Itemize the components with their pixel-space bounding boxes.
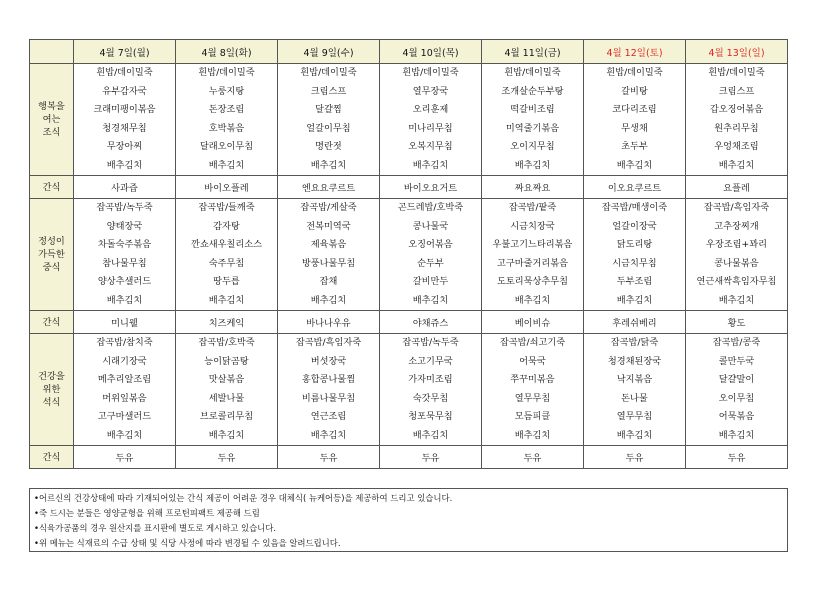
menu-item: 양태장국 [106,220,143,232]
menu-item: 열무무침 [616,411,653,422]
snack-cell: 바나나우유 [278,311,380,334]
menu-item: 배추김치 [514,294,551,306]
menu-item: 숙갓무침 [412,392,449,404]
snack-cell: 베이비슈 [482,311,584,334]
menu-item: 얼갈이무침 [306,122,351,134]
menu-item: 흰밥/데이밀죽 [708,67,765,78]
snack-cell: 두유 [482,446,584,469]
meal-label-line: 정성이 [38,236,65,247]
menu-item: 깐쇼새우칠리소스 [190,239,262,250]
day-menu-cell [686,334,788,446]
menu-item: 머위잎볶음 [102,392,147,404]
day-menu-cell [380,199,482,311]
menu-item: 갑오징어볶음 [709,104,764,115]
snack-cell: 이오요쿠르트 [584,176,686,199]
menu-body [30,64,788,469]
menu-item: 배추김치 [718,294,755,306]
menu-item: 시금치장국 [510,220,555,232]
menu-item: 콜만두국 [718,355,755,367]
menu-item: 잡곡밥/들깨죽 [198,202,255,213]
menu-item: 누룽지탕 [208,85,245,97]
menu-item: 콩나물국 [412,220,449,232]
menu-item: 무장아찌 [106,141,143,152]
menu-item: 세발나물 [208,392,245,404]
day-menu-cell [482,199,584,311]
day-menu-cell [584,334,686,446]
menu-item: 어묵볶음 [718,411,755,422]
snack-cell: 요플레 [686,176,788,199]
menu-item: 배추김치 [514,159,551,171]
menu-item: 오징어볶음 [408,239,453,250]
menu-item: 배추김치 [310,294,347,306]
snack-row [30,311,788,334]
meal-label [30,334,74,446]
menu-item: 흰밥/데이밀죽 [402,67,459,78]
menu-item: 참나물무침 [102,257,147,269]
day-menu-cell [278,64,380,176]
menu-item: 달걀말이 [718,374,755,385]
menu-item: 크래미팽이볶음 [93,104,156,115]
day-header: 4월 9일(수) [278,40,380,64]
note-line: •어르신의 건강상태에 따라 기재되어있는 간식 제공이 어려운 경우 대체식( 뉴케어등)을 제공하여 드리고 있습니다. [34,493,453,503]
meal-label-line: 여는 [42,114,61,125]
menu-item: 홍합콩나물찜 [301,374,356,385]
menu-item: 버섯장국 [310,355,347,367]
menu-item: 고추장찌개 [714,220,759,232]
menu-item: 가자미조림 [408,374,453,385]
note-line: •죽 드시는 분들은 영양균형을 위해 프로틴피팩트 제공해 드림 [34,508,260,518]
menu-item: 배추김치 [616,159,653,171]
meal-label-line: 중식 [42,262,61,273]
day-header: 4월 11일(금) [482,40,584,64]
snack-cell: 두유 [278,446,380,469]
menu-item: 돈나물 [621,392,648,404]
day-header: 4월 8일(화) [176,40,278,64]
meal-label-line: 행복을 [38,101,65,112]
snack-label: 간식 [30,311,74,334]
menu-item: 크림스프 [310,85,347,97]
snack-cell: 미니웰 [74,311,176,334]
day-menu-cell [278,199,380,311]
snack-cell: 두유 [176,446,278,469]
menu-item: 잡곡밥/참치죽 [96,337,153,348]
header-row [30,40,788,64]
snack-row [30,176,788,199]
menu-item: 고구마샐러드 [97,411,152,422]
day-menu-cell [278,334,380,446]
menu-item: 배추김치 [718,429,755,441]
menu-item: 흰밥/데이밀죽 [606,67,663,78]
day-menu-cell [686,64,788,176]
menu-item: 달걀찜 [315,104,342,115]
day-header: 4월 12일(토) [584,40,686,64]
notes-box [29,488,788,552]
menu-item: 코다리조림 [612,104,657,115]
menu-item: 떡갈비조림 [510,104,555,115]
snack-cell: 치즈케익 [176,311,278,334]
menu-item: 잡곡밥/팥죽 [508,202,557,213]
menu-item: 오이지무침 [510,141,555,152]
menu-item: 청포묵무침 [408,411,453,422]
menu-item: 도토리묵상추무침 [496,276,568,287]
menu-item: 소고기무국 [408,355,453,367]
menu-item: 열무장국 [412,85,449,97]
menu-item: 배추김치 [616,429,653,441]
menu-item: 청경채된장국 [607,355,662,367]
menu-item: 잡곡밥/매생이죽 [601,202,668,213]
menu-item: 잡곡밥/게살죽 [300,202,357,213]
menu-item: 고구마줄거리볶음 [496,257,568,269]
menu-item: 얼갈이장국 [612,220,657,232]
menu-item: 호박볶음 [208,122,245,134]
menu-item: 낙지볶음 [616,374,653,385]
note-line: •위 메뉴는 식재료의 수급 상태 및 식당 사정에 따라 변경될 수 있음을 알려드립니다. [34,538,341,548]
menu-item: 잡곡밥/닭죽 [610,337,659,348]
meal-label-line: 가득한 [38,249,65,260]
menu-item: 유부감자국 [102,85,147,97]
menu-item: 배추김치 [718,159,755,171]
menu-item: 크림스프 [718,85,755,97]
menu-item: 잡곡밥/녹두죽 [96,202,153,213]
menu-item: 감자탕 [213,220,240,232]
day-menu-cell [584,64,686,176]
snack-cell: 황도 [686,311,788,334]
day-menu-cell [176,334,278,446]
menu-item: 우엉채조림 [714,141,759,152]
day-header: 4월 13일(일) [686,40,788,64]
menu-item: 잡곡밥/호박죽 [198,337,255,348]
menu-item: 배추김치 [412,159,449,171]
snack-cell: 바이오요거트 [380,176,482,199]
menu-item: 숙주무침 [208,257,245,269]
menu-item: 땅두릅 [213,276,240,287]
meal-label-line: 건강을 [38,371,65,382]
day-header: 4월 10일(목) [380,40,482,64]
day-menu-cell [380,64,482,176]
menu-item: 연근조림 [310,411,347,422]
menu-item: 순두부 [417,257,444,269]
menu-item: 시금치무침 [612,257,657,269]
menu-item: 흰밥/데이밀죽 [198,67,255,78]
day-menu-cell [482,64,584,176]
menu-item: 배추김치 [208,429,245,441]
menu-item: 배추김치 [310,159,347,171]
menu-item: 전복미역국 [306,220,351,232]
menu-item: 배추김치 [616,294,653,306]
corner-cell [30,40,74,64]
menu-item: 무생채 [621,122,648,134]
menu-item: 배추김치 [310,429,347,441]
menu-item: 콩나물볶음 [714,257,759,269]
meal-label-line: 석식 [42,397,61,408]
menu-item: 잡곡밥/흑임자죽 [295,337,362,348]
menu-item: 잡곡밥/흑임자죽 [703,202,770,213]
menu-item: 원추리무침 [714,122,759,134]
day-menu-cell [482,334,584,446]
menu-item: 우장조림+꽈리 [706,239,767,250]
menu-table [29,39,788,469]
menu-item: 능이닭곰탕 [204,355,249,367]
menu-item: 초두부 [621,141,648,152]
menu-item: 배추김치 [106,429,143,441]
menu-item: 양상추샐러드 [97,276,152,287]
menu-item: 연근새싹흑임자무침 [696,276,777,287]
day-menu-cell [584,199,686,311]
menu-item: 곤드레밥/호박죽 [397,202,464,213]
snack-cell: 두유 [686,446,788,469]
menu-item: 갈비만두 [412,276,449,287]
menu-item: 닭도리탕 [616,239,653,250]
menu-item: 우불고기느타리볶음 [492,239,573,250]
menu-item: 배추김치 [106,159,143,171]
meal-row [30,334,788,446]
meal-row [30,64,788,176]
menu-item: 잡채 [319,276,338,287]
snack-cell: 짜요짜요 [482,176,584,199]
menu-item: 미나리무침 [408,122,453,134]
snack-cell: 사과즙 [74,176,176,199]
menu-item: 조개살순두부탕 [501,85,564,97]
snack-cell: 두유 [74,446,176,469]
day-menu-cell [74,64,176,176]
day-menu-cell [380,334,482,446]
menu-item: 배추김치 [106,294,143,306]
menu-item: 잡곡밥/녹두죽 [402,337,459,348]
snack-cell: 엔요요쿠르트 [278,176,380,199]
meal-row [30,199,788,311]
menu-item: 돈장조림 [208,104,245,115]
snack-cell: 야채쥬스 [380,311,482,334]
menu-item: 청경채무침 [102,122,147,134]
menu-item: 달래오이무침 [199,141,254,152]
menu-item: 오이무침 [718,392,755,404]
snack-cell: 후레쉬베리 [584,311,686,334]
menu-item: 미역줄기볶음 [505,122,560,134]
menu-item: 메추리알조림 [97,374,152,385]
menu-item: 방풍나물무침 [301,257,356,269]
note-line: •식육가공품의 경우 원산지를 표시판에 별도로 게시하고 있습니다. [34,523,277,533]
snack-label: 간식 [30,446,74,469]
meal-label [30,199,74,311]
menu-item: 배추김치 [208,159,245,171]
menu-item: 브로콜리무침 [199,411,254,422]
menu-item: 모듬피클 [514,411,551,422]
menu-item: 비름나물무침 [301,392,356,404]
snack-cell: 바이오플레 [176,176,278,199]
snack-cell: 두유 [380,446,482,469]
day-menu-cell [176,64,278,176]
menu-item: 열무무침 [514,392,551,404]
menu-item: 오복지무침 [408,141,453,152]
snack-label: 간식 [30,176,74,199]
menu-item: 배추김치 [412,294,449,306]
snack-row [30,446,788,469]
menu-item: 흰밥/데이밀죽 [96,67,153,78]
menu-item: 배추김치 [208,294,245,306]
menu-item: 차돌숙주볶음 [97,239,152,250]
menu-item: 흰밥/데이밀죽 [504,67,561,78]
meal-label [30,64,74,176]
menu-item: 배추김치 [412,429,449,441]
menu-item: 어묵국 [519,355,546,367]
menu-item: 잡곡밥/콩죽 [712,337,761,348]
menu-item: 잡곡밥/쇠고기죽 [499,337,566,348]
day-menu-cell [176,199,278,311]
day-menu-cell [74,199,176,311]
menu-item: 흰밥/데이밀죽 [300,67,357,78]
day-header: 4월 7일(월) [74,40,176,64]
day-menu-cell [74,334,176,446]
meal-label-line: 조식 [42,127,61,138]
menu-item: 오리훈제 [412,104,449,115]
menu-item: 명란젓 [315,141,342,152]
menu-item: 두부조림 [616,276,653,287]
menu-item: 쭈꾸미볶음 [510,374,555,385]
menu-item: 배추김치 [514,429,551,441]
menu-item: 시래기장국 [102,355,147,367]
menu-item: 갈비탕 [621,85,648,97]
menu-item: 제육볶음 [310,239,347,250]
menu-item: 맛살볶음 [208,374,245,385]
snack-cell: 두유 [584,446,686,469]
day-menu-cell [686,199,788,311]
meal-label-line: 위한 [42,384,61,395]
